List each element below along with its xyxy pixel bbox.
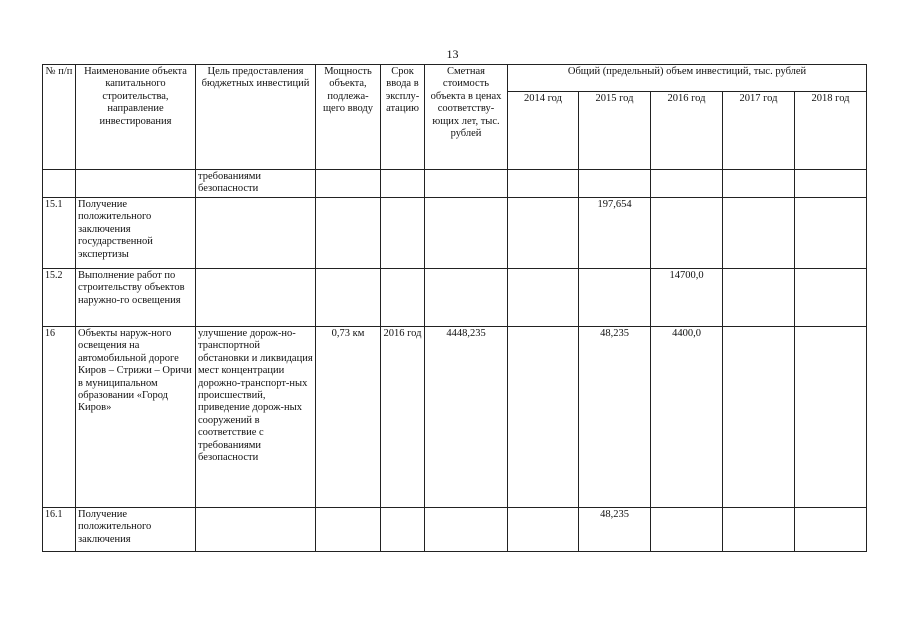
row-2017	[723, 327, 795, 508]
investment-table	[42, 64, 867, 552]
header-num: № п/п	[43, 65, 76, 170]
row-capacity	[316, 269, 381, 327]
table-row	[43, 327, 867, 508]
table-row	[43, 198, 867, 269]
row-2018	[795, 170, 867, 198]
row-2014	[508, 327, 579, 508]
row-goal: улучшение дорож-но-транспортной обстановки и ликвидация мест концентрации дорожно-транспорт-ных происшествий, приведение дорож-ных сооружений в соответствие с требованиями безопасности	[196, 327, 316, 508]
header-year-2017: 2017 год	[723, 92, 795, 170]
row-goal	[196, 269, 316, 327]
row-2014	[508, 198, 579, 269]
row-term	[381, 198, 425, 269]
header-term: Срок ввода в эксплу-атацию	[381, 65, 425, 170]
row-capacity	[316, 170, 381, 198]
row-2016: 14700,0	[651, 269, 723, 327]
page-number: 13	[446, 47, 459, 61]
row-2018	[795, 327, 867, 508]
table-row	[43, 508, 867, 552]
row-cost	[425, 508, 508, 552]
row-goal	[196, 198, 316, 269]
row-name: Выполнение работ по строительству объектов наружно-го освещения	[76, 269, 196, 327]
row-2015: 48,235	[579, 327, 651, 508]
row-2016: 4400,0	[651, 327, 723, 508]
row-num: 16.1	[43, 508, 76, 552]
row-2015: 48,235	[579, 508, 651, 552]
row-2018	[795, 269, 867, 327]
row-capacity: 0,73 км	[316, 327, 381, 508]
row-2017	[723, 198, 795, 269]
table-row	[43, 170, 867, 198]
header-year-2018: 2018 год	[795, 92, 867, 170]
row-term	[381, 269, 425, 327]
row-capacity	[316, 198, 381, 269]
row-2016	[651, 198, 723, 269]
row-name: Получение положительного заключения государственной экспертизы	[76, 198, 196, 269]
row-term	[381, 508, 425, 552]
row-num: 16	[43, 327, 76, 508]
row-2015	[579, 170, 651, 198]
row-2018	[795, 198, 867, 269]
row-2017	[723, 508, 795, 552]
header-name: Наименование объекта капитального строительства, направление инвестирования	[76, 65, 196, 170]
row-term	[381, 170, 425, 198]
row-cost	[425, 198, 508, 269]
row-cost	[425, 269, 508, 327]
row-2014	[508, 508, 579, 552]
row-num: 15.2	[43, 269, 76, 327]
row-2015	[579, 269, 651, 327]
row-name: Получение положительного заключения	[76, 508, 196, 552]
row-num	[43, 170, 76, 198]
row-name	[76, 170, 196, 198]
header-year-2015: 2015 год	[579, 92, 651, 170]
row-goal	[196, 508, 316, 552]
row-num: 15.1	[43, 198, 76, 269]
row-cost	[425, 170, 508, 198]
row-goal: требованиями безопасности	[196, 170, 316, 198]
row-2018	[795, 508, 867, 552]
row-capacity	[316, 508, 381, 552]
header-year-2014: 2014 год	[508, 92, 579, 170]
table-row	[43, 269, 867, 327]
row-2014	[508, 170, 579, 198]
header-total: Общий (предельный) объем инвестиций, тыс. рублей	[508, 65, 867, 92]
row-2014	[508, 269, 579, 327]
row-2015: 197,654	[579, 198, 651, 269]
row-cost: 4448,235	[425, 327, 508, 508]
header-capacity: Мощность объекта, подлежа-щего вводу	[316, 65, 381, 170]
row-2017	[723, 269, 795, 327]
header-goal: Цель предоставления бюджетных инвестиций	[196, 65, 316, 170]
header-cost: Сметная стоимость объекта в ценах соответству-ющих лет, тыс. рублей	[425, 65, 508, 170]
row-name: Объекты наруж-ного освещения на автомобильной дороге Киров – Стрижи – Оричи в муниципальном образовании «Город Киров»	[76, 327, 196, 508]
row-2017	[723, 170, 795, 198]
row-term: 2016 год	[381, 327, 425, 508]
header-row-top	[43, 65, 867, 92]
header-year-2016: 2016 год	[651, 92, 723, 170]
row-2016	[651, 170, 723, 198]
row-2016	[651, 508, 723, 552]
